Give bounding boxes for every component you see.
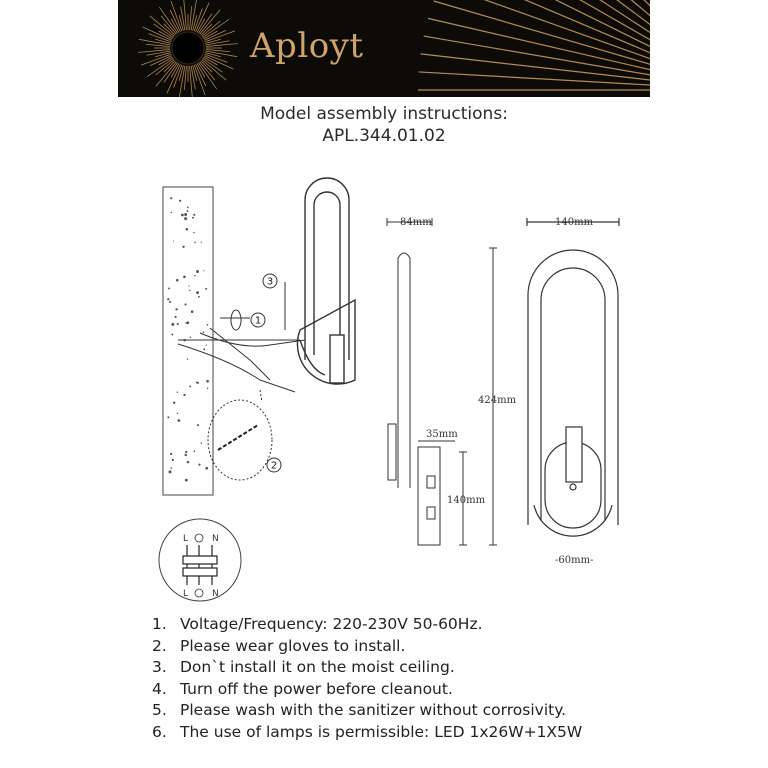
callouts <box>251 274 281 472</box>
dim-base-height-label: 140mm <box>447 495 486 506</box>
neutral-label-top: N <box>212 534 219 544</box>
callout-1 <box>251 313 265 327</box>
dim-width-label: 140mm <box>555 217 594 228</box>
instruction-item: 2. Please wear gloves to install. <box>152 636 406 655</box>
live-label-bottom: L <box>183 589 189 599</box>
lamp-side-assembly <box>297 178 355 384</box>
dim-depth-label: 84mm <box>400 217 432 228</box>
svg-text:3: 3 <box>266 276 274 288</box>
assembly-drawing <box>0 150 768 610</box>
wall-slab <box>163 187 213 495</box>
instruction-list <box>152 614 582 744</box>
instruction-item: 4. Turn off the power before cleanout. <box>152 679 453 698</box>
sun-icon <box>172 32 204 64</box>
instruction-item: 6. The use of lamps is permissible: LED 1x26W+1X5W <box>152 722 583 741</box>
wiring-detail <box>159 519 241 601</box>
svg-text:2: 2 <box>270 460 278 472</box>
instruction-item: 1. Voltage/Frequency: 220-230V 50-60Hz. <box>152 615 483 633</box>
page-title: Model assembly instructions: <box>260 104 508 124</box>
dim-base-depth-label: 35mm <box>426 429 458 440</box>
lamp-front-view <box>527 218 619 536</box>
brand-banner <box>118 0 650 97</box>
dim-height-label: 424mm <box>478 395 517 406</box>
instruction-item: 3. Don`t install it on the moist ceiling. <box>152 658 455 677</box>
instruction-item: 5. Please wash with the sanitizer without corrosivity. <box>152 701 567 720</box>
model-number: APL.344.01.02 <box>322 126 446 146</box>
callout-2 <box>267 458 281 472</box>
callout-3 <box>263 274 277 288</box>
live-label-top: L <box>183 534 189 544</box>
sunburst-logo-graphic <box>118 0 650 97</box>
svg-text:1: 1 <box>254 315 262 327</box>
dim-diameter-label: -60mm- <box>555 555 594 566</box>
neutral-label-bottom: N <box>212 589 219 599</box>
brand-name: Aployt <box>250 26 364 66</box>
